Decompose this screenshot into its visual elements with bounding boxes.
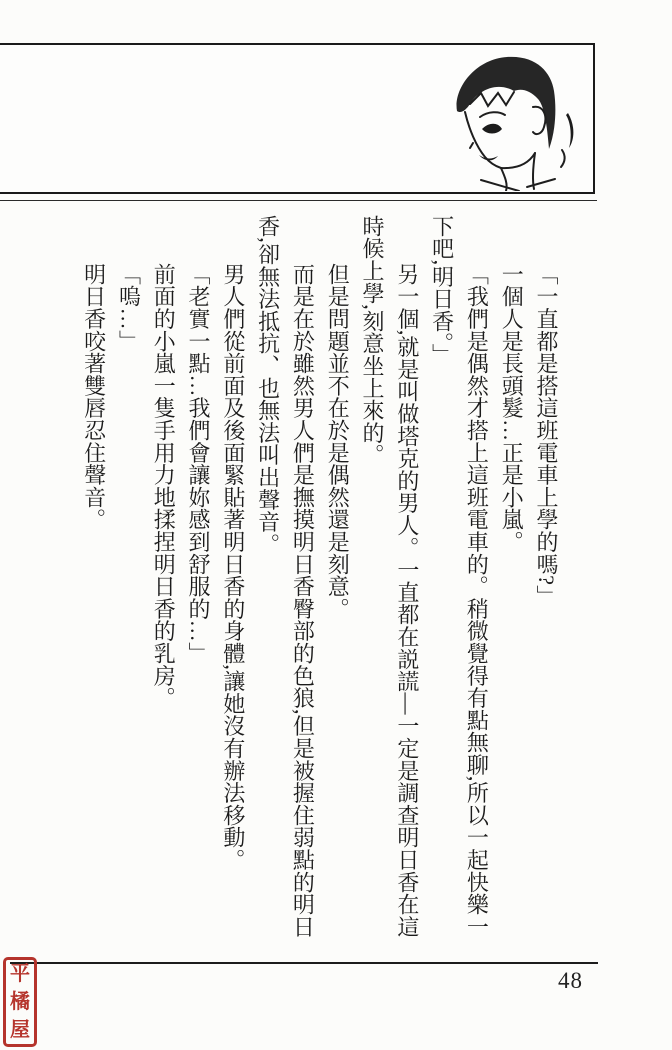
text-column: 香,卻無法抵抗、也無法叫出聲音。	[255, 215, 281, 556]
seal-character: 屋	[10, 1019, 30, 1041]
stray-hair-stroke	[566, 113, 573, 148]
text-column: 但是問題並不在於是偶然還是刻意。	[325, 263, 351, 620]
eyebrow	[480, 112, 505, 117]
text-column: 「嗚…」	[116, 263, 142, 353]
text-column: 一個人是長頭髮…正是小嵐。	[499, 263, 525, 553]
text-column: 另一個,就是叫做塔克的男人。一直都在説謊—一定是調查明日香在這	[394, 263, 420, 938]
jaw-line	[501, 153, 535, 168]
body-text	[73, 215, 563, 963]
publisher-seal	[3, 957, 37, 1047]
collar-stroke-right	[527, 179, 555, 187]
collar-stroke-left	[481, 180, 519, 191]
text-column: 男人們從前面及後面緊貼著明日香的身體,讓她沒有辦法移動。	[220, 263, 246, 871]
text-column: 時候上學,刻意坐上來的。	[360, 215, 386, 467]
text-column: 下吧,明日香。」	[429, 215, 455, 366]
seal-character: 橘	[10, 991, 30, 1013]
mouth	[479, 155, 498, 160]
text-column: 而是在於雖然男人們是撫摸明日香臀部的色狼,但是被握住弱點的明日	[290, 263, 316, 938]
neck-right	[533, 153, 535, 189]
page-number: 48	[558, 968, 583, 993]
text-column: 明日香咬著雙唇忍住聲音。	[81, 263, 107, 531]
stray-hair-stroke-2	[561, 150, 565, 167]
text-column: 前面的小嵐一隻手用力地揉捏明日香的乳房。	[151, 263, 177, 709]
ear	[533, 107, 545, 134]
band-double-rule	[0, 200, 597, 201]
nose	[470, 143, 473, 148]
portrait-illustration	[435, 49, 587, 191]
text-column: 「我們是偶然才搭上這班電車的。稍微覺得有點無聊,所以一起快樂一	[464, 263, 490, 938]
text-column: 「一直都是搭這班電車上學的嗎?」	[534, 263, 559, 608]
footer-rule	[10, 962, 598, 964]
text-column: 「老實一點…我們會讓妳感到舒服的…」	[186, 263, 212, 665]
eye	[482, 124, 502, 134]
face-outline	[465, 112, 501, 168]
header-illustration-band	[0, 43, 595, 194]
seal-character: 平	[10, 963, 30, 985]
